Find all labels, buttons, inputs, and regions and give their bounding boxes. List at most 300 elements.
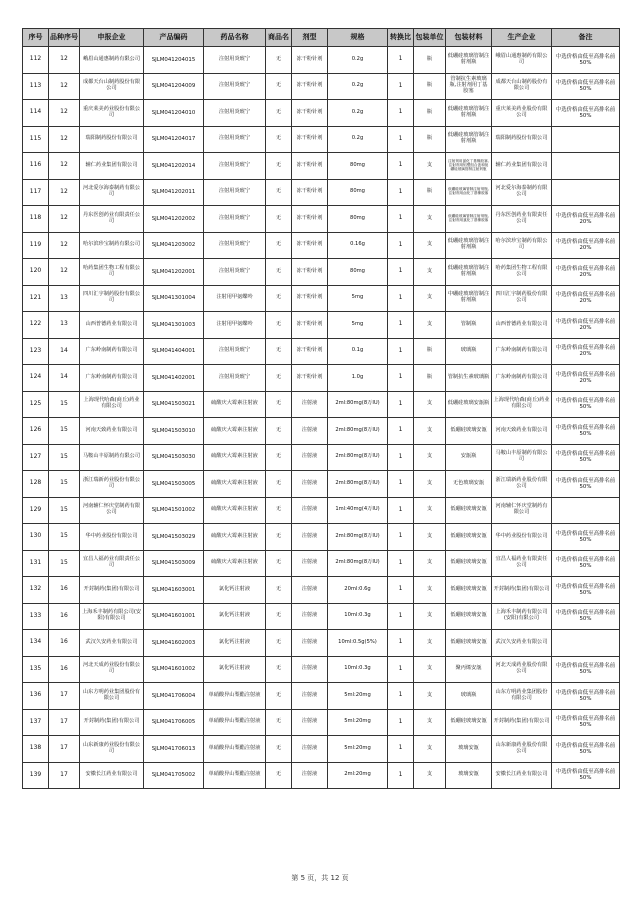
dosage-form-cell: 冻干粉针剂 xyxy=(292,232,328,259)
dosage-form-cell: 冻干粉针剂 xyxy=(292,285,328,312)
spec-cell: 2ml:80mg(8万IU) xyxy=(328,550,388,577)
conversion-cell: 1 xyxy=(388,656,414,683)
drug-name-cell: 硫酸庆大霉素注射液 xyxy=(204,418,266,445)
drug-name-cell: 注射用炎琥宁 xyxy=(204,338,266,365)
dosage-form-cell: 注射液 xyxy=(292,709,328,736)
conversion-cell: 1 xyxy=(388,603,414,630)
pack-material-cell: 玻璃瓶 xyxy=(446,683,492,710)
product-code-cell: SJLM041202002 xyxy=(144,206,204,233)
drug-name-cell: 硫酸庆大霉素注射液 xyxy=(204,497,266,524)
drug-name-cell: 单硝酸异山梨酯注射液 xyxy=(204,736,266,763)
remark-cell: 中选价格由低至高排名前20% xyxy=(552,259,620,286)
pack-unit-cell: 瓶 xyxy=(414,365,446,392)
brand-name-cell: 无 xyxy=(266,683,292,710)
serial-cell: 130 xyxy=(23,524,49,551)
drug-name-cell: 注射用甲氨蝶呤 xyxy=(204,285,266,312)
remark-cell: 中选价格由低至高排名前50% xyxy=(552,550,620,577)
pack-material-cell: 低硼硅玻璃管制注射剂瓶 xyxy=(446,100,492,127)
manufacturer-cell: 上海现代哈森(商丘)药业有限公司 xyxy=(492,391,552,418)
serial-cell: 123 xyxy=(23,338,49,365)
remark-cell: 中选价格由低至高排名前50% xyxy=(552,418,620,445)
manufacturer-cell: 成都天台山制药股份有限公司 xyxy=(492,73,552,100)
dosage-form-cell: 冻干粉针剂 xyxy=(292,312,328,339)
pack-material-cell: 低硼硅玻璃安瓿 xyxy=(446,497,492,524)
manufacturer-cell: 峨眉山通惠制药有限公司 xyxy=(492,47,552,74)
applicant-cell: 河南辅仁怀庆堂制药有限公司 xyxy=(80,497,144,524)
table-row xyxy=(23,232,620,259)
brand-name-cell: 无 xyxy=(266,47,292,74)
spec-cell: 5ml:20mg xyxy=(328,736,388,763)
variety-cell: 12 xyxy=(49,206,80,233)
product-code-cell: SJLM041706005 xyxy=(144,709,204,736)
column-header: 药品名称 xyxy=(204,29,266,47)
brand-name-cell: 无 xyxy=(266,497,292,524)
manufacturer-cell: 华中药业股份有限公司 xyxy=(492,524,552,551)
pack-material-cell: 低硼硅玻璃管制注射剂瓶 xyxy=(446,259,492,286)
product-code-cell: SJLM041204010 xyxy=(144,100,204,127)
applicant-cell: 开封制药(集团)有限公司 xyxy=(80,709,144,736)
table-row xyxy=(23,471,620,498)
column-header: 商品名 xyxy=(266,29,292,47)
drug-name-cell: 注射用炎琥宁 xyxy=(204,153,266,180)
conversion-cell: 1 xyxy=(388,550,414,577)
remark-cell xyxy=(552,179,620,206)
variety-cell: 17 xyxy=(49,762,80,789)
pack-unit-cell: 支 xyxy=(414,391,446,418)
product-code-cell: SJLM041501002 xyxy=(144,497,204,524)
remark-cell: 中选价格由低至高排名前50% xyxy=(552,100,620,127)
product-code-cell: SJLM041204015 xyxy=(144,47,204,74)
applicant-cell: 华中药业股份有限公司 xyxy=(80,524,144,551)
table-row xyxy=(23,497,620,524)
remark-cell: 中选价格由低至高排名前20% xyxy=(552,232,620,259)
spec-cell: 1.0g xyxy=(328,365,388,392)
pack-unit-cell: 支 xyxy=(414,709,446,736)
spec-cell: 0.2g xyxy=(328,100,388,127)
pack-unit-cell: 支 xyxy=(414,153,446,180)
dosage-form-cell: 冻干粉针剂 xyxy=(292,153,328,180)
product-code-cell: SJLM041602003 xyxy=(144,630,204,657)
serial-cell: 118 xyxy=(23,206,49,233)
pack-material-cell: 低硼硅玻璃安瓿 xyxy=(446,550,492,577)
pack-material-cell: 低硼硅玻璃管制注射剂瓶 xyxy=(446,47,492,74)
variety-cell: 12 xyxy=(49,232,80,259)
manufacturer-cell: 浙江瑞新药业股份有限公司 xyxy=(492,471,552,498)
column-header: 包装材料 xyxy=(446,29,492,47)
variety-cell: 16 xyxy=(49,630,80,657)
brand-name-cell: 无 xyxy=(266,338,292,365)
brand-name-cell: 无 xyxy=(266,709,292,736)
variety-cell: 13 xyxy=(49,312,80,339)
drug-name-cell: 注射用炎琥宁 xyxy=(204,232,266,259)
product-code-cell: SJLM041706013 xyxy=(144,736,204,763)
conversion-cell: 1 xyxy=(388,709,414,736)
serial-cell: 121 xyxy=(23,285,49,312)
spec-cell: 2ml:80mg(8万IU) xyxy=(328,444,388,471)
pack-material-cell: 低硼硅玻璃管制注射剂瓶,注射剂用氯化丁基橡胶塞 xyxy=(446,206,492,233)
pack-unit-cell: 瓶 xyxy=(414,73,446,100)
serial-cell: 134 xyxy=(23,630,49,657)
table-row xyxy=(23,47,620,74)
conversion-cell: 1 xyxy=(388,100,414,127)
column-header: 生产企业 xyxy=(492,29,552,47)
page-footer: 第 5 页，共 12 页 xyxy=(291,874,349,882)
pack-unit-cell: 支 xyxy=(414,603,446,630)
conversion-cell: 1 xyxy=(388,762,414,789)
remark-cell xyxy=(552,497,620,524)
column-header: 备注 xyxy=(552,29,620,47)
pack-material-cell: 聚丙烯安瓿 xyxy=(446,656,492,683)
applicant-cell: 瑞阳制药股份有限公司 xyxy=(80,126,144,153)
product-code-cell: SJLM041503005 xyxy=(144,471,204,498)
variety-cell: 14 xyxy=(49,365,80,392)
spec-cell: 5ml:20mg xyxy=(328,709,388,736)
manufacturer-cell: 瑞阳制药股份有限公司 xyxy=(492,126,552,153)
variety-cell: 16 xyxy=(49,577,80,604)
conversion-cell: 1 xyxy=(388,73,414,100)
brand-name-cell: 无 xyxy=(266,73,292,100)
variety-cell: 15 xyxy=(49,418,80,445)
drug-name-cell: 氯化钙注射液 xyxy=(204,630,266,657)
remark-cell: 中选价格由低至高排名前50% xyxy=(552,656,620,683)
variety-cell: 17 xyxy=(49,736,80,763)
pack-material-cell: 低硼硅玻璃安瓿 xyxy=(446,418,492,445)
table-row xyxy=(23,577,620,604)
column-header: 规格 xyxy=(328,29,388,47)
applicant-cell: 峨眉山通惠制药有限公司 xyxy=(80,47,144,74)
dosage-form-cell: 注射液 xyxy=(292,497,328,524)
conversion-cell: 1 xyxy=(388,524,414,551)
drug-list-table xyxy=(22,28,620,789)
brand-name-cell: 无 xyxy=(266,179,292,206)
pack-unit-cell: 瓶 xyxy=(414,338,446,365)
serial-cell: 124 xyxy=(23,365,49,392)
variety-cell: 15 xyxy=(49,524,80,551)
applicant-cell: 四川汇宇制药股份有限公司 xyxy=(80,285,144,312)
table-row xyxy=(23,630,620,657)
product-code-cell: SJLM041601001 xyxy=(144,603,204,630)
remark-cell: 中选价格由低至高排名前50% xyxy=(552,762,620,789)
pack-material-cell: 低硼硅玻璃安瓿 xyxy=(446,603,492,630)
table-row xyxy=(23,365,620,392)
brand-name-cell: 无 xyxy=(266,577,292,604)
manufacturer-cell: 哈药集团生物工程有限公司 xyxy=(492,259,552,286)
remark-cell xyxy=(552,630,620,657)
column-header: 产品编码 xyxy=(144,29,204,47)
variety-cell: 15 xyxy=(49,391,80,418)
variety-cell: 12 xyxy=(49,126,80,153)
serial-cell: 117 xyxy=(23,179,49,206)
manufacturer-cell: 开封制药(集团)有限公司 xyxy=(492,577,552,604)
variety-cell: 12 xyxy=(49,179,80,206)
conversion-cell: 1 xyxy=(388,206,414,233)
remark-cell: 中选价格由低至高排名前50% xyxy=(552,683,620,710)
applicant-cell: 广东岭南制药有限公司 xyxy=(80,365,144,392)
table-row xyxy=(23,153,620,180)
manufacturer-cell: 宜昌人福药业有限责任公司 xyxy=(492,550,552,577)
table-row xyxy=(23,683,620,710)
remark-cell: 中选价格由低至高排名前50% xyxy=(552,736,620,763)
brand-name-cell: 无 xyxy=(266,471,292,498)
serial-cell: 126 xyxy=(23,418,49,445)
brand-name-cell: 无 xyxy=(266,259,292,286)
manufacturer-cell: 四川汇宇制药股份有限公司 xyxy=(492,285,552,312)
applicant-cell: 辅仁药业集团有限公司 xyxy=(80,153,144,180)
applicant-cell: 马鞍山丰原制药有限公司 xyxy=(80,444,144,471)
manufacturer-cell: 河南天致药业有限公司 xyxy=(492,418,552,445)
table-body xyxy=(23,47,620,789)
variety-cell: 16 xyxy=(49,656,80,683)
pack-material-cell: 管制抗生素玻璃瓶,注射剂用丁基胶塞 xyxy=(446,73,492,100)
manufacturer-cell: 武汉久安药业有限公司 xyxy=(492,630,552,657)
pack-unit-cell: 支 xyxy=(414,232,446,259)
dosage-form-cell: 注射液 xyxy=(292,630,328,657)
conversion-cell: 1 xyxy=(388,497,414,524)
table-row xyxy=(23,550,620,577)
pack-material-cell: 低硼硅玻璃安瓿 xyxy=(446,709,492,736)
variety-cell: 15 xyxy=(49,550,80,577)
table-row xyxy=(23,206,620,233)
brand-name-cell: 无 xyxy=(266,550,292,577)
conversion-cell: 1 xyxy=(388,418,414,445)
spec-cell: 0.16g xyxy=(328,232,388,259)
dosage-form-cell: 注射液 xyxy=(292,550,328,577)
pack-material-cell: 低硼硅玻璃安瓿 xyxy=(446,524,492,551)
pack-unit-cell: 支 xyxy=(414,285,446,312)
drug-name-cell: 硫酸庆大霉素注射液 xyxy=(204,444,266,471)
dosage-form-cell: 注射液 xyxy=(292,524,328,551)
serial-cell: 139 xyxy=(23,762,49,789)
pack-material-cell: 低硼硅玻璃管制注射剂瓶 xyxy=(446,126,492,153)
remark-cell: 中选价格由低至高排名前50% xyxy=(552,709,620,736)
dosage-form-cell: 注射液 xyxy=(292,762,328,789)
brand-name-cell: 无 xyxy=(266,312,292,339)
drug-name-cell: 单硝酸异山梨酯注射液 xyxy=(204,762,266,789)
product-code-cell: SJLM041202014 xyxy=(144,153,204,180)
table-row xyxy=(23,338,620,365)
manufacturer-cell: 广东岭南制药有限公司 xyxy=(492,338,552,365)
pack-unit-cell: 支 xyxy=(414,656,446,683)
pack-unit-cell: 瓶 xyxy=(414,47,446,74)
table-header-row xyxy=(23,29,620,47)
pack-material-cell: 注射剂用氯化丁基橡胶塞,注射剂用铝塑组合盖和低硼硅玻璃管制注射剂瓶 xyxy=(446,153,492,180)
spec-cell: 80mg xyxy=(328,206,388,233)
dosage-form-cell: 注射液 xyxy=(292,444,328,471)
product-code-cell: SJLM041402001 xyxy=(144,365,204,392)
brand-name-cell: 无 xyxy=(266,444,292,471)
conversion-cell: 1 xyxy=(388,683,414,710)
applicant-cell: 河北天成药业股份有限公司 xyxy=(80,656,144,683)
spec-cell: 80mg xyxy=(328,179,388,206)
applicant-cell: 丹东医创药业有限责任公司 xyxy=(80,206,144,233)
pack-unit-cell: 瓶 xyxy=(414,179,446,206)
spec-cell: 2ml:80mg(8万IU) xyxy=(328,524,388,551)
variety-cell: 12 xyxy=(49,153,80,180)
pack-unit-cell: 支 xyxy=(414,736,446,763)
variety-cell: 13 xyxy=(49,285,80,312)
applicant-cell: 开封制药(集团)有限公司 xyxy=(80,577,144,604)
conversion-cell: 1 xyxy=(388,232,414,259)
applicant-cell: 哈尔滨珍宝制药有限公司 xyxy=(80,232,144,259)
brand-name-cell: 无 xyxy=(266,656,292,683)
spec-cell: 0.2g xyxy=(328,126,388,153)
conversion-cell: 1 xyxy=(388,47,414,74)
conversion-cell: 1 xyxy=(388,444,414,471)
table-row xyxy=(23,312,620,339)
dosage-form-cell: 冻干粉针剂 xyxy=(292,338,328,365)
conversion-cell: 1 xyxy=(388,630,414,657)
pack-material-cell: 低硼硅玻璃安瓿瓶 xyxy=(446,391,492,418)
remark-cell: 中选价格由低至高排名前50% xyxy=(552,577,620,604)
dosage-form-cell: 冻干粉针剂 xyxy=(292,206,328,233)
pack-unit-cell: 支 xyxy=(414,577,446,604)
spec-cell: 80mg xyxy=(328,259,388,286)
manufacturer-cell: 辅仁药业集团有限公司 xyxy=(492,153,552,180)
spec-cell: 5ml:20mg xyxy=(328,683,388,710)
variety-cell: 17 xyxy=(49,683,80,710)
brand-name-cell: 无 xyxy=(266,206,292,233)
spec-cell: 80mg xyxy=(328,153,388,180)
conversion-cell: 1 xyxy=(388,179,414,206)
serial-cell: 129 xyxy=(23,497,49,524)
document-sheet xyxy=(22,28,619,789)
brand-name-cell: 无 xyxy=(266,100,292,127)
drug-name-cell: 单硝酸异山梨酯注射液 xyxy=(204,709,266,736)
table-row xyxy=(23,126,620,153)
conversion-cell: 1 xyxy=(388,736,414,763)
brand-name-cell: 无 xyxy=(266,630,292,657)
serial-cell: 119 xyxy=(23,232,49,259)
applicant-cell: 成都天台山制药股份有限公司 xyxy=(80,73,144,100)
pack-unit-cell: 支 xyxy=(414,683,446,710)
pack-unit-cell: 支 xyxy=(414,524,446,551)
dosage-form-cell: 冻干粉针剂 xyxy=(292,73,328,100)
spec-cell: 10ml:0.5g(5%) xyxy=(328,630,388,657)
pack-material-cell: 管制抗生素玻璃瓶 xyxy=(446,365,492,392)
applicant-cell: 浙江瑞新药业股份有限公司 xyxy=(80,471,144,498)
variety-cell: 14 xyxy=(49,338,80,365)
product-code-cell: SJLM041503009 xyxy=(144,550,204,577)
serial-cell: 128 xyxy=(23,471,49,498)
pack-material-cell: 低硼硅玻璃安瓿 xyxy=(446,577,492,604)
pack-unit-cell: 支 xyxy=(414,444,446,471)
product-code-cell: SJLM041503029 xyxy=(144,524,204,551)
column-header: 转换比 xyxy=(388,29,414,47)
dosage-form-cell: 注射液 xyxy=(292,603,328,630)
column-header: 剂型 xyxy=(292,29,328,47)
pack-unit-cell: 支 xyxy=(414,206,446,233)
product-code-cell: SJLM041202011 xyxy=(144,179,204,206)
pack-unit-cell: 支 xyxy=(414,762,446,789)
drug-name-cell: 硫酸庆大霉素注射液 xyxy=(204,471,266,498)
spec-cell: 2ml:80mg(8万IU) xyxy=(328,471,388,498)
drug-name-cell: 注射用炎琥宁 xyxy=(204,100,266,127)
manufacturer-cell: 河北天成药业股份有限公司 xyxy=(492,656,552,683)
dosage-form-cell: 冻干粉针剂 xyxy=(292,126,328,153)
remark-cell: 中选价格由低至高排名前20% xyxy=(552,338,620,365)
spec-cell: 5mg xyxy=(328,285,388,312)
dosage-form-cell: 冻干粉针剂 xyxy=(292,365,328,392)
drug-name-cell: 氯化钙注射液 xyxy=(204,656,266,683)
spec-cell: 10ml:0.3g xyxy=(328,656,388,683)
brand-name-cell: 无 xyxy=(266,153,292,180)
brand-name-cell: 无 xyxy=(266,736,292,763)
serial-cell: 122 xyxy=(23,312,49,339)
table-row xyxy=(23,656,620,683)
pack-unit-cell: 支 xyxy=(414,259,446,286)
pack-material-cell: 低硼硅玻璃管制注射剂瓶 xyxy=(446,232,492,259)
pack-unit-cell: 瓶 xyxy=(414,100,446,127)
product-code-cell: SJLM041503021 xyxy=(144,391,204,418)
pack-unit-cell: 支 xyxy=(414,471,446,498)
variety-cell: 15 xyxy=(49,444,80,471)
remark-cell: 中选价格由低至高排名前50% xyxy=(552,444,620,471)
remark-cell: 中选价格由低至高排名前50% xyxy=(552,391,620,418)
product-code-cell: SJLM041204017 xyxy=(144,126,204,153)
brand-name-cell: 无 xyxy=(266,762,292,789)
remark-cell: 中选价格由低至高排名前50% xyxy=(552,603,620,630)
serial-cell: 115 xyxy=(23,126,49,153)
product-code-cell: SJLM041603001 xyxy=(144,577,204,604)
remark-cell: 中选价格由低至高排名前50% xyxy=(552,73,620,100)
serial-cell: 113 xyxy=(23,73,49,100)
applicant-cell: 武汉久安药业有限公司 xyxy=(80,630,144,657)
variety-cell: 12 xyxy=(49,47,80,74)
remark-cell: 中选价格由低至高排名前50% xyxy=(552,47,620,74)
spec-cell: 0.2g xyxy=(328,47,388,74)
column-header: 序号 xyxy=(23,29,49,47)
pack-material-cell: 玻璃安瓿 xyxy=(446,736,492,763)
table-row xyxy=(23,736,620,763)
table-row xyxy=(23,418,620,445)
serial-cell: 138 xyxy=(23,736,49,763)
variety-cell: 17 xyxy=(49,709,80,736)
product-code-cell: SJLM041203002 xyxy=(144,232,204,259)
applicant-cell: 安徽长江药业有限公司 xyxy=(80,762,144,789)
pack-unit-cell: 支 xyxy=(414,630,446,657)
dosage-form-cell: 冻干粉针剂 xyxy=(292,259,328,286)
pack-material-cell: 安瓿瓶 xyxy=(446,444,492,471)
remark-cell: 中选价格由低至高排名前50% xyxy=(552,471,620,498)
applicant-cell: 山西普德药业有限公司 xyxy=(80,312,144,339)
dosage-form-cell: 冻干粉针剂 xyxy=(292,47,328,74)
applicant-cell: 重庆莱美药业股份有限公司 xyxy=(80,100,144,127)
remark-cell: 中选价格由低至高排名前50% xyxy=(552,524,620,551)
dosage-form-cell: 冻干粉针剂 xyxy=(292,100,328,127)
spec-cell: 5mg xyxy=(328,312,388,339)
spec-cell: 2ml:20mg xyxy=(328,762,388,789)
product-code-cell: SJLM041404001 xyxy=(144,338,204,365)
brand-name-cell: 无 xyxy=(266,285,292,312)
column-header: 申报企业 xyxy=(80,29,144,47)
conversion-cell: 1 xyxy=(388,259,414,286)
variety-cell: 12 xyxy=(49,100,80,127)
serial-cell: 116 xyxy=(23,153,49,180)
drug-name-cell: 注射用炎琥宁 xyxy=(204,206,266,233)
product-code-cell: SJLM041705002 xyxy=(144,762,204,789)
conversion-cell: 1 xyxy=(388,365,414,392)
serial-cell: 112 xyxy=(23,47,49,74)
manufacturer-cell: 丹东医创药业有限责任公司 xyxy=(492,206,552,233)
variety-cell: 15 xyxy=(49,471,80,498)
table-row xyxy=(23,179,620,206)
brand-name-cell: 无 xyxy=(266,603,292,630)
conversion-cell: 1 xyxy=(388,471,414,498)
product-code-cell: SJLM041601002 xyxy=(144,656,204,683)
conversion-cell: 1 xyxy=(388,391,414,418)
serial-cell: 136 xyxy=(23,683,49,710)
drug-name-cell: 氯化钙注射液 xyxy=(204,603,266,630)
